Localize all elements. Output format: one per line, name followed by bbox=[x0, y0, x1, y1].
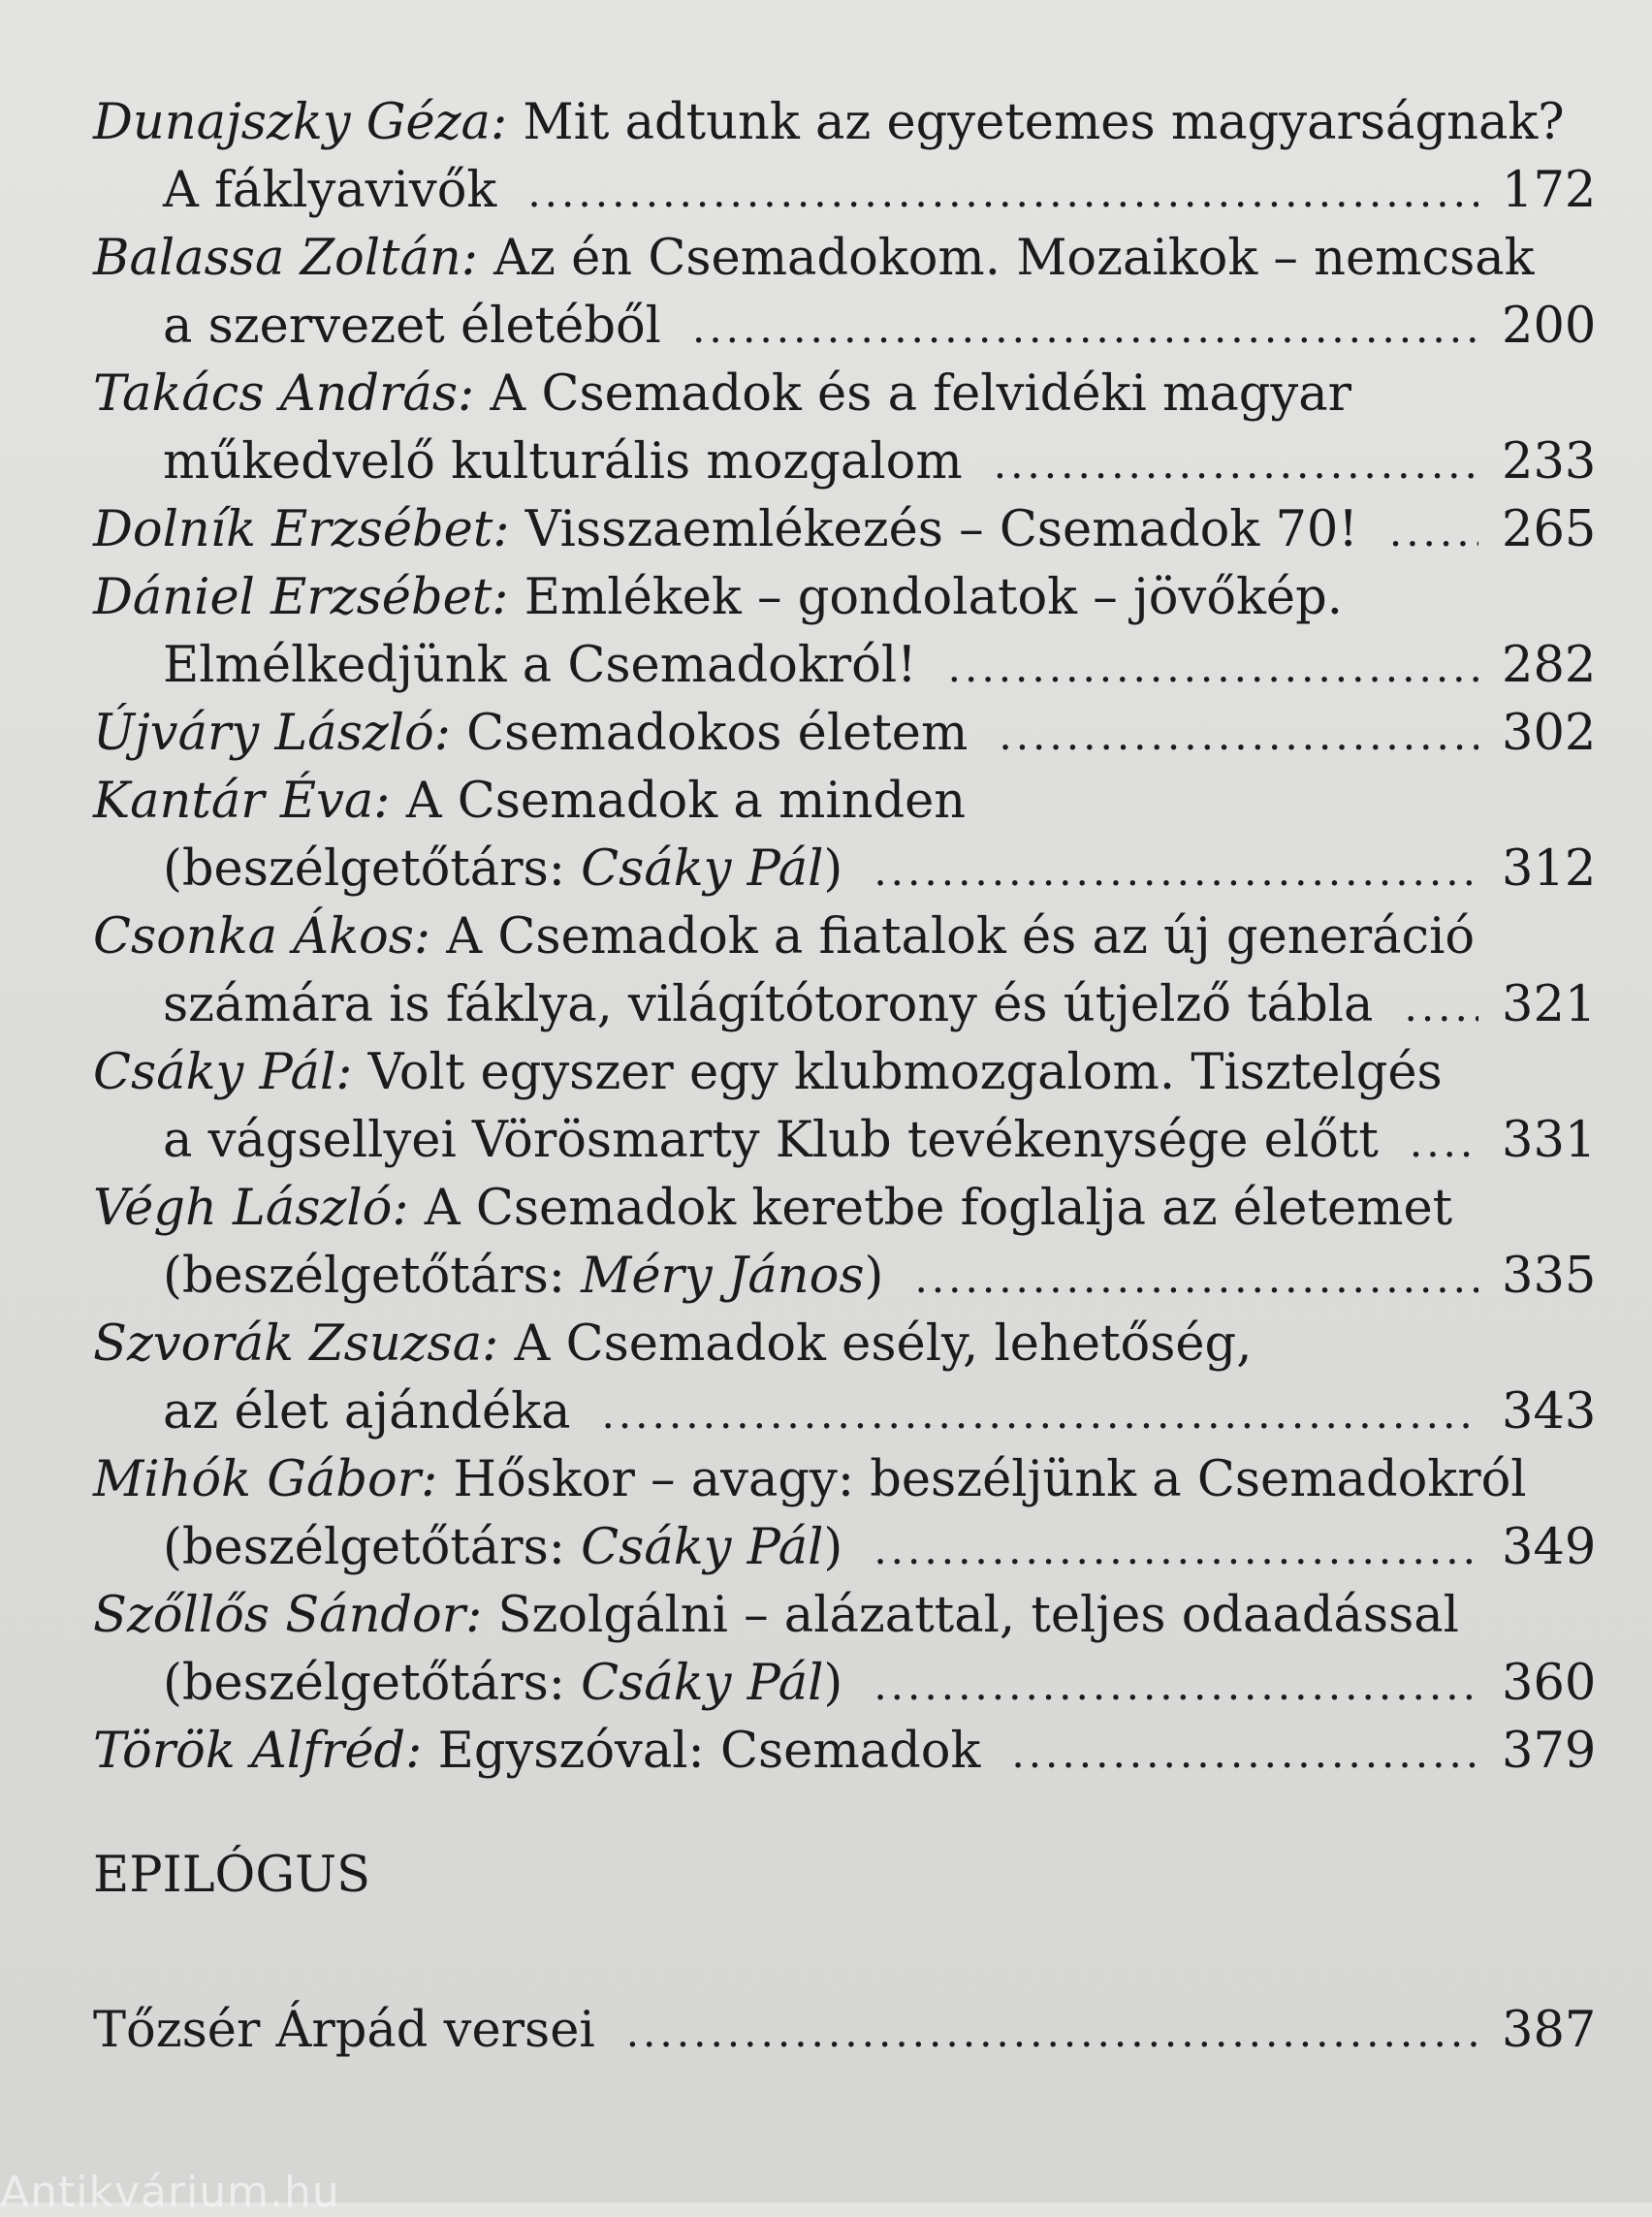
page-number: 200 bbox=[1502, 298, 1597, 355]
entry-author: Végh László: bbox=[93, 1180, 409, 1237]
interviewer-name: Csáky Pál bbox=[581, 840, 824, 898]
dot-leader bbox=[994, 430, 1478, 498]
dot-leader bbox=[601, 1380, 1478, 1448]
dot-leader bbox=[626, 1999, 1478, 2067]
page-number: 172 bbox=[1502, 162, 1597, 219]
toc-line bbox=[93, 361, 1591, 428]
toc-line bbox=[93, 1718, 1597, 1786]
section-heading: EPILÓGUS bbox=[93, 1847, 371, 1904]
dot-leader bbox=[1410, 1109, 1478, 1177]
toc-line bbox=[93, 496, 1597, 564]
table-of-contents bbox=[93, 89, 1597, 1786]
entry-title: Visszaemlékezés – Csemadok 70! bbox=[509, 501, 1358, 558]
entry-author: Török Alfréd: bbox=[93, 1723, 423, 1780]
entry-title: A Csemadok keretbe foglalja az életemet bbox=[408, 1180, 1453, 1237]
page-number: 282 bbox=[1502, 637, 1597, 694]
toc-line bbox=[93, 1997, 1597, 2065]
entry-text bbox=[93, 700, 968, 768]
dot-leader bbox=[1389, 498, 1478, 566]
toc-line bbox=[93, 768, 1591, 836]
entry-author: Takács András: bbox=[93, 365, 475, 423]
entry-author: Szőllős Sándor: bbox=[93, 1587, 483, 1644]
dot-leader bbox=[874, 1652, 1478, 1720]
toc-line bbox=[93, 1514, 1597, 1582]
page-number: 233 bbox=[1502, 433, 1597, 491]
toc-entry bbox=[93, 768, 1597, 903]
dot-leader bbox=[914, 1245, 1478, 1313]
entry-text bbox=[93, 1718, 980, 1786]
entry-title-cont: az élet ajándéka bbox=[163, 1383, 571, 1441]
toc-entry bbox=[93, 1446, 1597, 1582]
entry-title: Tőzsér Árpád versei bbox=[93, 2002, 595, 2059]
toc-line bbox=[93, 1446, 1591, 1514]
toc-line bbox=[93, 1243, 1597, 1311]
entry-author: Dániel Erzsébet: bbox=[93, 569, 509, 626]
entry-title-cont: számára is fáklya, világítótorony és útjelző tábla bbox=[163, 976, 1374, 1033]
dot-leader bbox=[999, 702, 1478, 770]
toc-line bbox=[93, 632, 1597, 700]
entry-title: A Csemadok és a felvidéki magyar bbox=[474, 365, 1351, 423]
entry-author: Újváry László: bbox=[93, 705, 451, 762]
toc-line bbox=[93, 428, 1597, 496]
entry-title-cont: a szervezet életéből bbox=[163, 298, 661, 355]
entry-title-cont: A fáklyavivők bbox=[163, 162, 497, 219]
toc-entry bbox=[93, 1718, 1597, 1786]
toc-entry bbox=[93, 1311, 1597, 1446]
toc-line bbox=[93, 293, 1597, 361]
entry-title: Hőskor – avagy: beszéljünk a Csemadokról bbox=[437, 1451, 1527, 1508]
entry-title: Volt egyszer egy klubmozgalom. Tisztelgés bbox=[352, 1044, 1443, 1101]
interviewer-suffix: ) bbox=[823, 840, 843, 898]
toc-entry bbox=[93, 496, 1597, 564]
toc-entry bbox=[93, 1175, 1597, 1311]
page-number: 331 bbox=[1502, 1112, 1597, 1169]
interviewer-suffix: ) bbox=[864, 1248, 884, 1305]
interviewer-suffix: ) bbox=[823, 1655, 843, 1712]
entry-title: A Csemadok esély, lehetőség, bbox=[498, 1315, 1253, 1373]
page-number: 379 bbox=[1502, 1723, 1597, 1780]
entry-title: Csemadokos életem bbox=[450, 705, 969, 762]
page-number: 321 bbox=[1502, 976, 1597, 1033]
dot-leader bbox=[1011, 1720, 1478, 1788]
toc-line bbox=[93, 1650, 1597, 1718]
entry-title-cont bbox=[163, 1243, 883, 1311]
toc-line bbox=[93, 1582, 1591, 1650]
entry-author: Csonka Ákos: bbox=[93, 908, 431, 966]
toc-line bbox=[93, 1175, 1591, 1243]
interviewer-name: Csáky Pál bbox=[581, 1519, 824, 1576]
toc-line bbox=[93, 903, 1591, 971]
toc-line bbox=[93, 1378, 1597, 1446]
entry-author: Szvorák Zsuzsa: bbox=[93, 1315, 499, 1373]
entry-title: Mit adtunk az egyetemes magyarságnak? bbox=[507, 94, 1565, 151]
interviewer-name: Csáky Pál bbox=[581, 1655, 824, 1712]
toc-line bbox=[93, 225, 1591, 293]
page-number: 387 bbox=[1502, 2002, 1597, 2059]
dot-leader bbox=[1404, 973, 1478, 1041]
toc-entry bbox=[93, 1582, 1597, 1718]
entry-title: Emlékek – gondolatok – jövőkép. bbox=[508, 569, 1343, 626]
toc-entry bbox=[93, 1997, 1597, 2065]
entry-author: Balassa Zoltán: bbox=[93, 230, 478, 287]
entry-text bbox=[93, 496, 1358, 564]
toc-line bbox=[93, 971, 1597, 1039]
dot-leader bbox=[948, 634, 1478, 702]
page-number: 302 bbox=[1502, 705, 1597, 762]
entry-author: Kantár Éva: bbox=[93, 773, 391, 830]
toc-line bbox=[93, 1107, 1597, 1175]
toc-entry bbox=[93, 225, 1597, 361]
entry-author: Csáky Pál: bbox=[93, 1044, 353, 1101]
entry-title: Szolgálni – alázattal, teljes odaadással bbox=[482, 1587, 1459, 1644]
entry-title-cont: műkedvelő kulturális mozgalom bbox=[163, 433, 963, 491]
toc-entry bbox=[93, 361, 1597, 496]
entry-title: A Csemadok a minden bbox=[390, 773, 967, 830]
toc-entry bbox=[93, 564, 1597, 700]
interviewer-suffix: ) bbox=[823, 1519, 843, 1576]
toc-entry bbox=[93, 1039, 1597, 1175]
interviewer-prefix: (beszélgetőtárs: bbox=[163, 1519, 582, 1576]
toc-line bbox=[93, 1311, 1591, 1378]
entry-title-cont: Elmélkedjünk a Csemadokról! bbox=[163, 637, 917, 694]
toc-line bbox=[93, 700, 1597, 768]
page-number: 312 bbox=[1502, 840, 1597, 898]
dot-leader bbox=[527, 159, 1478, 227]
entry-title-cont bbox=[163, 836, 842, 903]
toc-line bbox=[93, 157, 1597, 225]
page-number: 349 bbox=[1502, 1519, 1597, 1576]
toc-entry bbox=[93, 903, 1597, 1039]
page-number: 265 bbox=[1502, 501, 1597, 558]
entry-author: Dolník Erzsébet: bbox=[93, 501, 510, 558]
dot-leader bbox=[874, 838, 1478, 905]
dot-leader bbox=[874, 1516, 1478, 1584]
page-number: 335 bbox=[1502, 1248, 1597, 1305]
interviewer-prefix: (beszélgetőtárs: bbox=[163, 1248, 582, 1305]
entry-title: Az én Csemadokom. Mozaikok – nemcsak bbox=[477, 230, 1535, 287]
interviewer-name: Méry János bbox=[581, 1248, 865, 1305]
watermark: Antikvárium.hu bbox=[0, 2168, 340, 2217]
toc-line bbox=[93, 1039, 1591, 1107]
entry-title: A Csemadok a fiatalok és az új generáció bbox=[430, 908, 1476, 966]
entry-title-cont: a vágsellyei Vörösmarty Klub tevékenysége előtt bbox=[163, 1112, 1379, 1169]
toc-line bbox=[93, 836, 1597, 903]
toc-line bbox=[93, 89, 1591, 157]
dot-leader bbox=[692, 295, 1478, 363]
entry-title-cont bbox=[163, 1650, 842, 1718]
interviewer-prefix: (beszélgetőtárs: bbox=[163, 1655, 582, 1712]
interviewer-prefix: (beszélgetőtárs: bbox=[163, 840, 582, 898]
toc-entry bbox=[93, 700, 1597, 768]
toc-line bbox=[93, 564, 1591, 632]
entry-title-cont bbox=[163, 1514, 842, 1582]
entry-title: Egyszóval: Csemadok bbox=[422, 1723, 981, 1780]
entry-author: Dunajszky Géza: bbox=[93, 94, 508, 151]
page-number: 343 bbox=[1502, 1383, 1597, 1441]
page-number: 360 bbox=[1502, 1655, 1597, 1712]
toc-entry bbox=[93, 89, 1597, 225]
entry-author: Mihók Gábor: bbox=[93, 1451, 438, 1508]
